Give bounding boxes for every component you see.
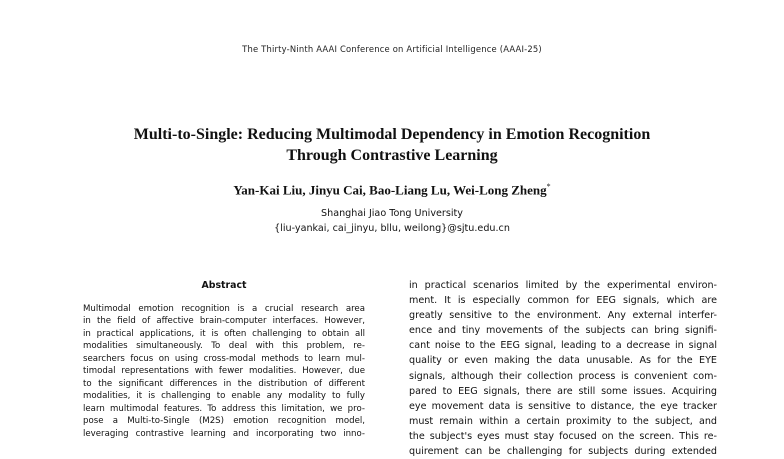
- body-line: in practical scenarios limited by the experimental environ-: [409, 280, 717, 291]
- abstract-line: leveraging contrastive learning and incorporating two inno-: [83, 428, 365, 439]
- abstract-line: learn multimodal features. To address this limitation, we pro-: [83, 403, 365, 414]
- author-emails: {liu-yankai, cai_jinyu, bllu, weilong}@sjtu.edu.cn: [274, 223, 510, 234]
- title-line-2: Through Contrastive Learning: [286, 147, 498, 164]
- abstract-line: Multimodal emotion recognition is a crucial research area: [83, 304, 365, 314]
- corresponding-author-mark: *: [546, 182, 551, 191]
- affiliation-block: [0, 206, 784, 236]
- body-line: quirement can be challenging for subjects during extended: [409, 446, 717, 458]
- abstract-line: modalities, it is challenging to enable any modality to fully: [83, 391, 365, 402]
- body-line: ence and tiny movements of the subjects can bring signifi-: [409, 325, 717, 337]
- abstract-heading: Abstract: [201, 280, 247, 291]
- left-column: [83, 280, 365, 440]
- authors-text: Yan-Kai Liu, Jinyu Cai, Bao-Liang Lu, Wei-Long Zheng: [233, 182, 547, 198]
- body-line: signals, although their collection process is convenient com-: [409, 370, 717, 382]
- abstract-line: in the field of affective brain-computer interfaces. However,: [83, 316, 365, 327]
- abstract-body: [83, 303, 365, 440]
- title-line-1: Multi-to-Single: Reducing Multimodal Dependency in Emotion Recognition: [133, 126, 651, 143]
- abstract-line: pose a Multi-to-Single (M2S) emotion recognition model,: [83, 416, 365, 427]
- conference-header: The Thirty-Ninth AAAI Conference on Artificial Intelligence (AAAI-25): [242, 44, 542, 54]
- abstract-line: modalities simultaneously. To deal with this problem, re-: [83, 341, 365, 352]
- abstract-line: in practical applications, it is often challenging to obtain all: [83, 328, 365, 339]
- body-line: eye movement data is sensitive to distance, the eye tracker: [409, 400, 717, 412]
- body-line: must remain within a certain proximity to the subject, and: [409, 415, 717, 427]
- affiliation: Shanghai Jiao Tong University: [321, 208, 463, 219]
- body-line: pared to EEG signals, there are still some issues. Acquiring: [409, 385, 717, 397]
- right-column: [409, 278, 717, 459]
- author-list: [0, 182, 784, 198]
- abstract-line: to the significant differences in the distribution of different: [83, 378, 365, 389]
- body-line: greatly sensitive to the environment. Any external interfer-: [409, 310, 717, 322]
- body-line: the subject's eyes must stay focused on the screen. This re-: [409, 430, 717, 442]
- abstract-line: timodal representations with fewer modalities. However, due: [83, 366, 365, 377]
- body-line: cant noise to the EEG signal, leading to a decrease in signal: [409, 340, 717, 352]
- paper-title: [60, 124, 724, 166]
- body-line: ment. It is especially common for EEG signals, which are: [409, 295, 717, 307]
- abstract-line: searchers focus on using cross-modal methods to learn mul-: [83, 353, 365, 364]
- body-line: quality or even making the data unusable. As for the EYE: [409, 355, 717, 367]
